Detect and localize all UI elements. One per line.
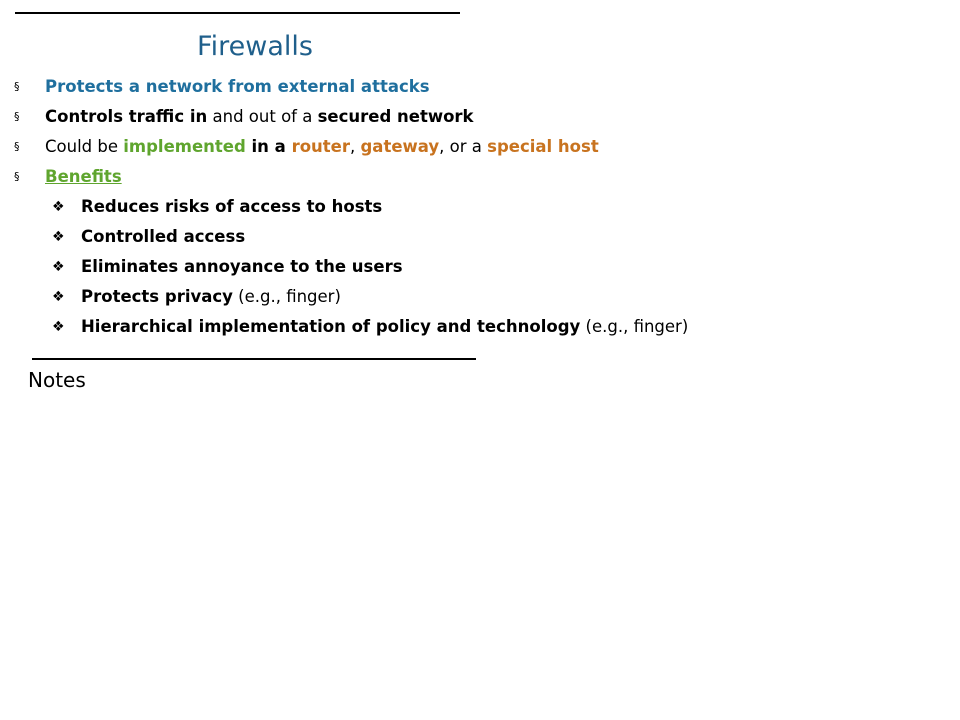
bullet-3-part-1: Could be [45, 137, 124, 156]
sub-bullet-5-part-2: (e.g., finger) [580, 317, 689, 336]
bullet-3-part-7: , or a [439, 137, 488, 156]
sub-bullet-2-text: Controlled access [81, 227, 246, 246]
sub-bullet-4-part-1: Protects privacy [81, 287, 233, 306]
bullet-3-text [45, 136, 599, 158]
bullet-3-gateway: gateway [360, 137, 440, 156]
sub-bullet-1-text: Reduces risks of access to hosts [81, 197, 383, 216]
diamond-bullet-icon: ❖ [52, 259, 65, 275]
benefits-link[interactable]: Benefits [45, 167, 122, 186]
square-bullet-icon: § [14, 170, 20, 183]
sub-bullet-5-part-1: Hierarchical implementation of policy and technology [81, 317, 581, 336]
sub-bullet-5-text [81, 316, 688, 338]
square-bullet-icon: § [14, 80, 20, 93]
diamond-bullet-icon: ❖ [52, 319, 65, 335]
diamond-bullet-icon: ❖ [52, 289, 65, 305]
bullet-2-text [45, 106, 474, 128]
bullet-3-implemented: implemented [123, 137, 246, 156]
diamond-bullet-icon: ❖ [52, 229, 65, 245]
diamond-bullet-icon: ❖ [52, 199, 65, 215]
bullet-2-part-3: secured network [317, 107, 474, 126]
slide-title: Firewalls [197, 31, 313, 62]
sub-bullet-3-text: Eliminates annoyance to the users [81, 257, 403, 276]
bullet-3-special-host: special host [487, 137, 599, 156]
bullet-3-part-3: in a [245, 137, 292, 156]
sub-bullet-4-part-2: (e.g., finger) [232, 287, 341, 306]
notes-divider [32, 358, 476, 360]
sub-bullet-4-text [81, 286, 341, 308]
square-bullet-icon: § [14, 140, 20, 153]
bullet-2-part-1: Controls traffic in [45, 107, 208, 126]
bullet-2-part-2: and out of a [207, 107, 318, 126]
bullet-1-text: Protects a network from external attacks [45, 77, 430, 96]
notes-label: Notes [28, 368, 86, 392]
square-bullet-icon: § [14, 110, 20, 123]
bullet-3-part-5: , [350, 137, 361, 156]
top-divider [15, 12, 460, 14]
bullet-3-router: router [291, 137, 350, 156]
